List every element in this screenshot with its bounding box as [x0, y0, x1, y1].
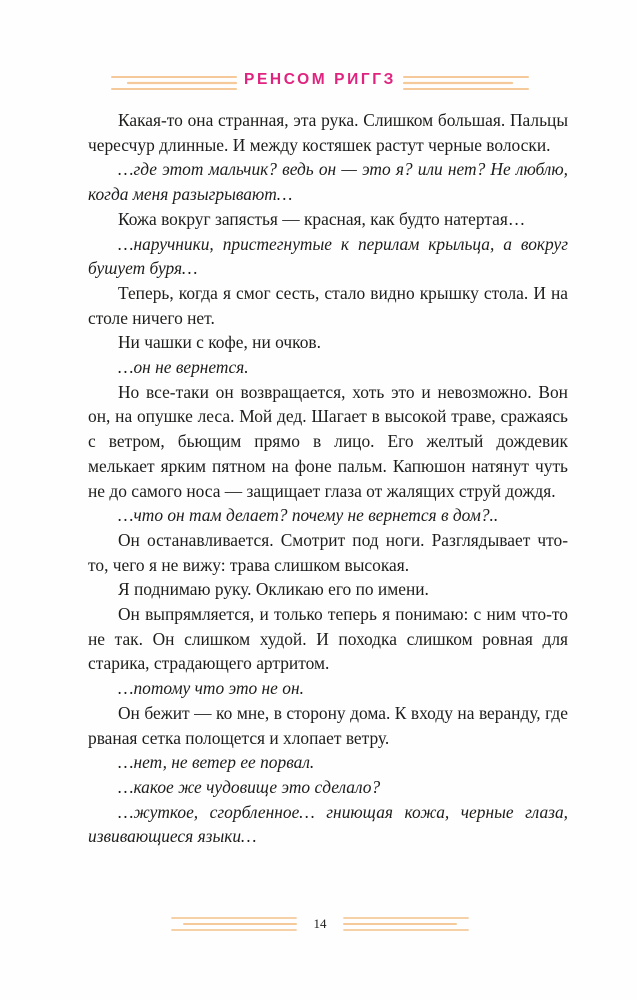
header-ornament-right: [402, 68, 530, 98]
header-title: РЕНСОМ РИГГЗ: [244, 71, 396, 88]
italic-paragraph: …жуткое, сгорбленное… гниющая кожа, черные глаза, извивающиеся языки…: [88, 801, 568, 847]
italic-paragraph: …какое же чудовище это сделало?: [118, 776, 381, 797]
italic-paragraph: …где этот мальчик? ведь он — это я? или нет? Не люблю, когда меня разыгрывают…: [88, 159, 568, 205]
paragraph: Ни чашки с кофе, ни очков.: [118, 332, 321, 353]
paragraph: Я поднимаю руку. Окликаю его по имени.: [118, 579, 429, 600]
page-body: [88, 108, 568, 849]
paragraph: Теперь, когда я смог сесть, стало видно крышку стола. И на столе ничего нет.: [88, 282, 568, 328]
paragraph: Какая-то она странная, эта рука. Слишком большая. Пальцы чересчур длинные. И между костяшек растут черные волоски.: [88, 110, 568, 155]
paragraph: Он останавливается. Смотрит под ноги. Разглядывает что-то, чего я не вижу: трава слишком высокая.: [88, 529, 568, 575]
paragraph: Он бежит — ко мне, в сторону дома. К входу на веранду, где рваная сетка полощется и хлопает ветру.: [88, 702, 568, 748]
paragraph: Но все-таки он возвращается, хоть это и невозможно. Вон он, на опушке леса. Мой дед. Шагает в высокой траве, сражаясь с ветром, бьющим прямо в лицо. Его желтый дождевик мелькает ярким пятном на фоне пальм. Капюшон натянут чуть не до самого носа — защищает глаза от жалящих струй дождя.: [88, 381, 568, 501]
paragraph: Он выпрямляется, и только теперь я понимаю: с ним что-то не так. Он слишком худой. И походка слишком ровная для старика, страдающего артритом.: [88, 604, 568, 674]
italic-paragraph: …потому что это не он.: [118, 678, 304, 699]
footer-ornament-right: [342, 912, 470, 936]
running-header: [110, 68, 530, 98]
italic-paragraph: …нет, не ветер ее порвал.: [118, 752, 315, 773]
italic-paragraph: …что он там делает? почему не вернется в дом?..: [118, 505, 499, 526]
italic-paragraph: …он не вернется.: [118, 357, 249, 378]
italic-paragraph: …наручники, пристегнутые к перилам крыльца, а вокруг бушует буря…: [88, 233, 568, 279]
page-number: 14: [313, 916, 327, 931]
paragraph: Кожа вокруг запястья — красная, как будто натертая…: [118, 208, 526, 229]
page-footer: [170, 912, 470, 936]
